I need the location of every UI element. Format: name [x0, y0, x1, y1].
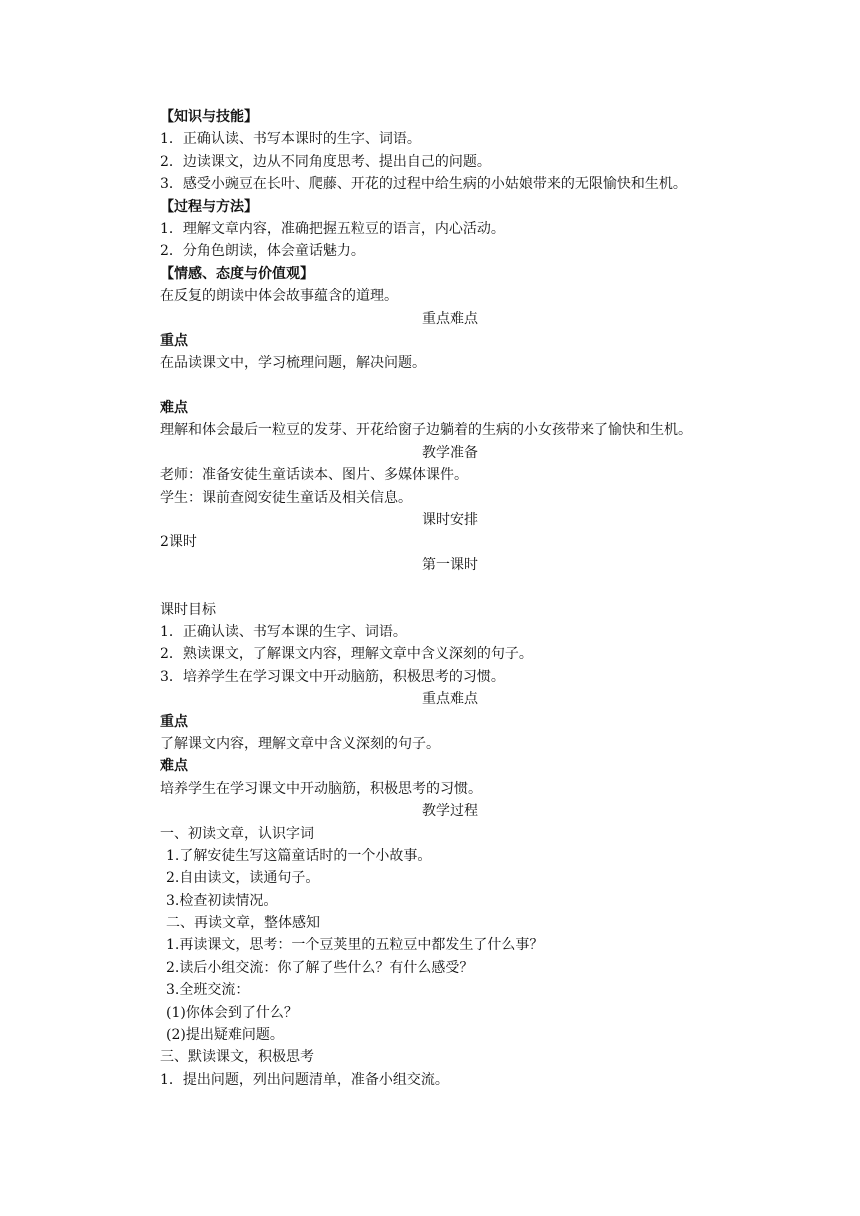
- text-line: 1．正确认读、书写本课时的生字、词语。: [160, 131, 421, 148]
- blank-line: [160, 375, 740, 397]
- text-line: 2．熟读课文，了解课文内容，理解文章中含义深刻的句子。: [160, 646, 533, 663]
- text-line: 2.读后小组交流：你了解了些什么？有什么感受？: [166, 959, 474, 976]
- text-line: 1.了解安徒生写这篇童话时的一个小故事。: [166, 847, 432, 864]
- text-line: 在品读课文中，学习梳理问题，解决问题。: [160, 355, 426, 372]
- section-heading: 重点: [160, 332, 188, 349]
- section-heading: 【知识与技能】: [160, 109, 258, 125]
- centered-heading: 第一课时: [422, 556, 478, 573]
- text-line: 1．理解文章内容，准确把握五粒豆的语言，内心活动。: [160, 220, 505, 237]
- text-line: 培养学生在学习课文中开动脑筋，积极思考的习惯。: [160, 780, 482, 797]
- text-line: 1．正确认读、书写本课的生字、词语。: [160, 623, 407, 640]
- section-heading: 【过程与方法】: [160, 198, 258, 215]
- text-line: 3.全班交流：: [166, 982, 250, 999]
- text-line: 2．边读课文，边从不同角度思考、提出自己的问题。: [160, 153, 491, 170]
- text-line: 三、默读课文，积极思考: [160, 1049, 314, 1066]
- text-line: 3.检查初读情况。: [166, 892, 278, 909]
- text-line: 一、初读文章，认识字词: [160, 825, 314, 842]
- centered-heading: 教学过程: [422, 803, 478, 820]
- centered-heading: 重点难点: [422, 691, 478, 708]
- text-line: 2．分角色朗读，体会童话魅力。: [160, 243, 365, 260]
- section-heading: 重点: [160, 713, 188, 730]
- text-line: 1.再读课文，思考：一个豆荚里的五粒豆中都发生了什么事？: [166, 937, 544, 954]
- centered-heading: 重点难点: [422, 310, 478, 327]
- text-line: (2)提出疑难问题。: [166, 1027, 284, 1044]
- text-line: 1．提出问题，列出问题清单，准备小组交流。: [160, 1071, 449, 1088]
- text-line: 在反复的朗读中体会故事蕴含的道理。: [160, 288, 398, 305]
- text-line: 课时目标: [160, 601, 216, 618]
- section-heading: 【情感、态度与价值观】: [160, 265, 314, 282]
- text-line: (1)你体会到了什么？: [166, 1004, 298, 1021]
- text-line: 3．培养学生在学习课文中开动脑筋，积极思考的习惯。: [160, 668, 505, 685]
- text-line: 理解和体会最后一粒豆的发芽、开花给窗子边躺着的生病的小女孩带来了愉快和生机。: [160, 422, 692, 439]
- text-line: 2.自由读文，读通句子。: [166, 870, 320, 887]
- centered-heading: 课时安排: [422, 512, 478, 529]
- section-heading: 难点: [160, 758, 188, 775]
- document-page: [160, 106, 740, 1091]
- centered-heading: 教学准备: [422, 444, 478, 461]
- blank-line: [160, 576, 740, 598]
- text-line: 2课时: [160, 534, 197, 551]
- section-heading: 难点: [160, 400, 188, 417]
- text-line: 了解课文内容，理解文章中含义深刻的句子。: [160, 735, 440, 752]
- text-line: 老师：准备安徒生童话读本、图片、多媒体课件。: [160, 467, 468, 484]
- text-line: 二、再读文章，整体感知: [166, 915, 320, 932]
- text-line: 学生：课前查阅安徒生童话及相关信息。: [160, 489, 412, 506]
- text-line: 3．感受小豌豆在长叶、爬藤、开花的过程中给生病的小姑娘带来的无限愉快和生机。: [160, 176, 687, 193]
